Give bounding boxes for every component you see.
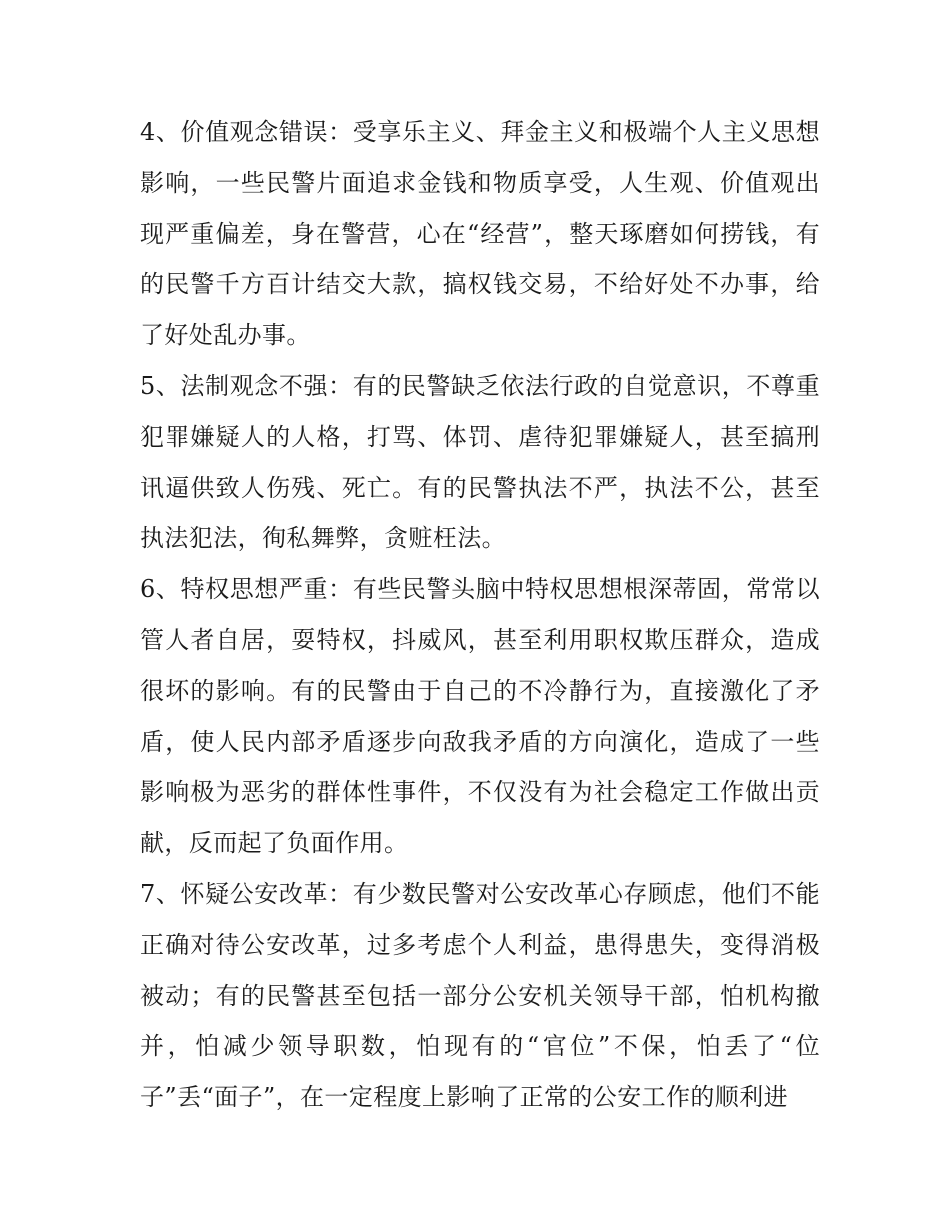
paragraph-item-6: 6、特权思想严重：有些民警头脑中特权思想根深蒂固，常常以管人者自居，耍特权，抖威风，甚至利用职权欺压群众，造成很坏的影响。有的民警由于自己的不冷静行为，直接激化了矛盾，使人民内部矛盾逐步向敌我矛盾的方向演化，造成了一些影响极为恶劣的群体性事件，不仅没有为社会稳定工作做出贡献，反而起了负面作用。: [140, 575, 820, 858]
paragraph-item-4: 4、价值观念错误：受享乐主义、拜金主义和极端个人主义思想影响，一些民警片面追求金钱和物质享受，人生观、价值观出现严重偏差，身在警营，心在“经营”，整天琢磨如何捞钱，有的民警千方百计结交大款，搞权钱交易，不给好处不办事，给了好处乱办事。: [140, 118, 820, 350]
paragraph-item-5: 5、法制观念不强：有的民警缺乏依法行政的自觉意识，不尊重犯罪嫌疑人的人格，打骂、体罚、虐待犯罪嫌疑人，甚至搞刑讯逼供致人伤残、死亡。有的民警执法不严，执法不公，甚至执法犯法，徇私舞弊，贪赃枉法。: [140, 371, 820, 553]
document-body: [140, 107, 820, 1123]
paragraph-item-7: 7、怀疑公安改革：有少数民警对公安改革心存顾虑，他们不能正确对待公安改革，过多考虑个人利益，患得患失，变得消极被动；有的民警甚至包括一部分公安机关领导干部，怕机构撤并，怕减少领导职数，怕现有的“官位”不保，怕丢了“位子”丢“面子”，在一定程度上影响了正常的公安工作的顺利进: [140, 879, 820, 1112]
